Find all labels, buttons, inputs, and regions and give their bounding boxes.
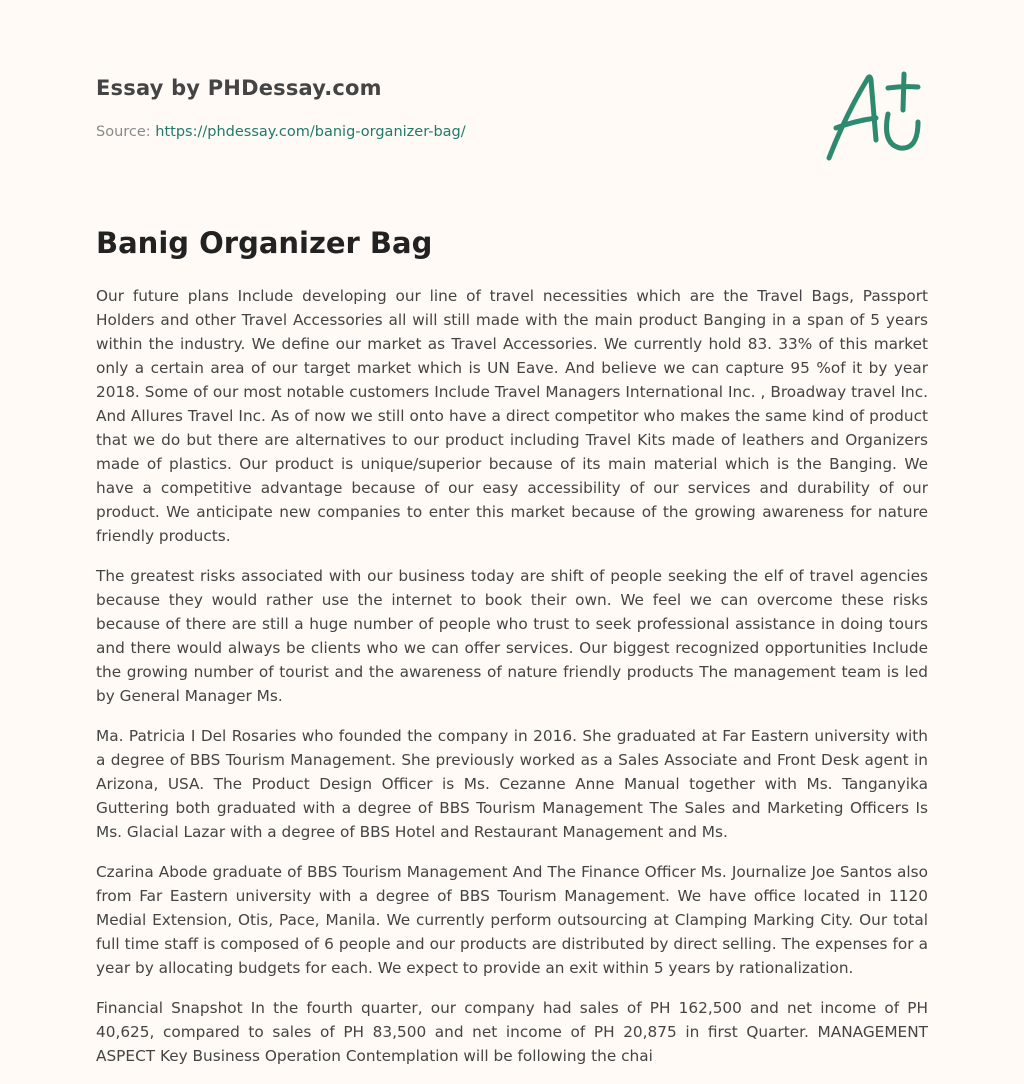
essay-paragraph: Our future plans Include developing our line of travel necessities which are the Travel Bags, Passport Holders and other Travel Accessories all will still made with the main product Banging in a span of 5 years within the industry. We define our market as Travel Accessories. We currently hold 83. 33% of this market only a certain area of our target market which is UN Eave. And believe we can capture 95 %of it by year 2018. Some of our most notable customers Include Travel Managers International Inc. , Broadway travel Inc. And Allures Travel Inc. As of now we still onto have a direct competitor who makes the same kind of product that we do but there are alternatives to our product including Travel Kits made of leathers and Organizers made of plastics. Our product is unique/superior because of its main material which is the Banging. We have a competitive advantage because of our easy accessibility of our services and durability of our product. We anticipate new companies to enter this market because of the growing awareness for nature friendly products. (96, 287, 928, 545)
source-label: Source: (96, 124, 156, 140)
essay-paragraph: Financial Snapshot In the fourth quarter, our company had sales of PH 162,500 and net income of PH 40,625, compared to sales of PH 83,500 and net income of PH 20,875 in first Quarter. MANAGEMENT ASPECT Key Business Operation Contemplation will be following the chai (96, 999, 928, 1065)
essay-title: Banig Organizer Bag (96, 226, 433, 260)
essay-paragraph: The greatest risks associated with our business today are shift of people seeking the elf of travel agencies because they would rather use the internet to book their own. We feel we can overcome these risks because of there are still a huge number of people who trust to seek professional assistance in doing tours and there would always be clients who we can offer services. Our biggest recognized opportunities Include the growing number of tourist and the awareness of nature friendly products The management team is led by General Manager Ms. (96, 567, 928, 705)
source-line (96, 124, 466, 140)
essay-body (96, 284, 928, 1084)
essay-page (96, 0, 928, 1065)
source-link[interactable]: https://phdessay.com/banig-organizer-bag/ (155, 124, 466, 140)
essay-paragraph: Ma. Patricia I Del Rosaries who founded the company in 2016. She graduated at Far Eastern university with a degree of BBS Tourism Management. She previously worked as a Sales Associate and Front Desk agent in Arizona, USA. The Product Design Officer is Ms. Cezanne Anne Manual together with Ms. Tanganyika Guttering both graduated with a degree of BBS Tourism Management The Sales and Marketing Officers Is Ms. Glacial Lazar with a degree of BBS Hotel and Restaurant Management and Ms. (96, 727, 928, 841)
a-plus-grade-icon (824, 66, 928, 166)
site-brand: Essay by PHDessay.com (96, 76, 382, 100)
page-header (96, 0, 928, 200)
essay-paragraph: Czarina Abode graduate of BBS Tourism Management And The Finance Officer Ms. Journalize Joe Santos also from Far Eastern university with a degree of BBS Tourism Management. We have office located in 1120 Medial Extension, Otis, Pace, Manila. We currently perform outsourcing at Clamping Marking City. Our total full time staff is composed of 6 people and our products are distributed by direct selling. The expenses for a year by allocating budgets for each. We expect to provide an exit within 5 years by rationalization. (96, 863, 928, 977)
